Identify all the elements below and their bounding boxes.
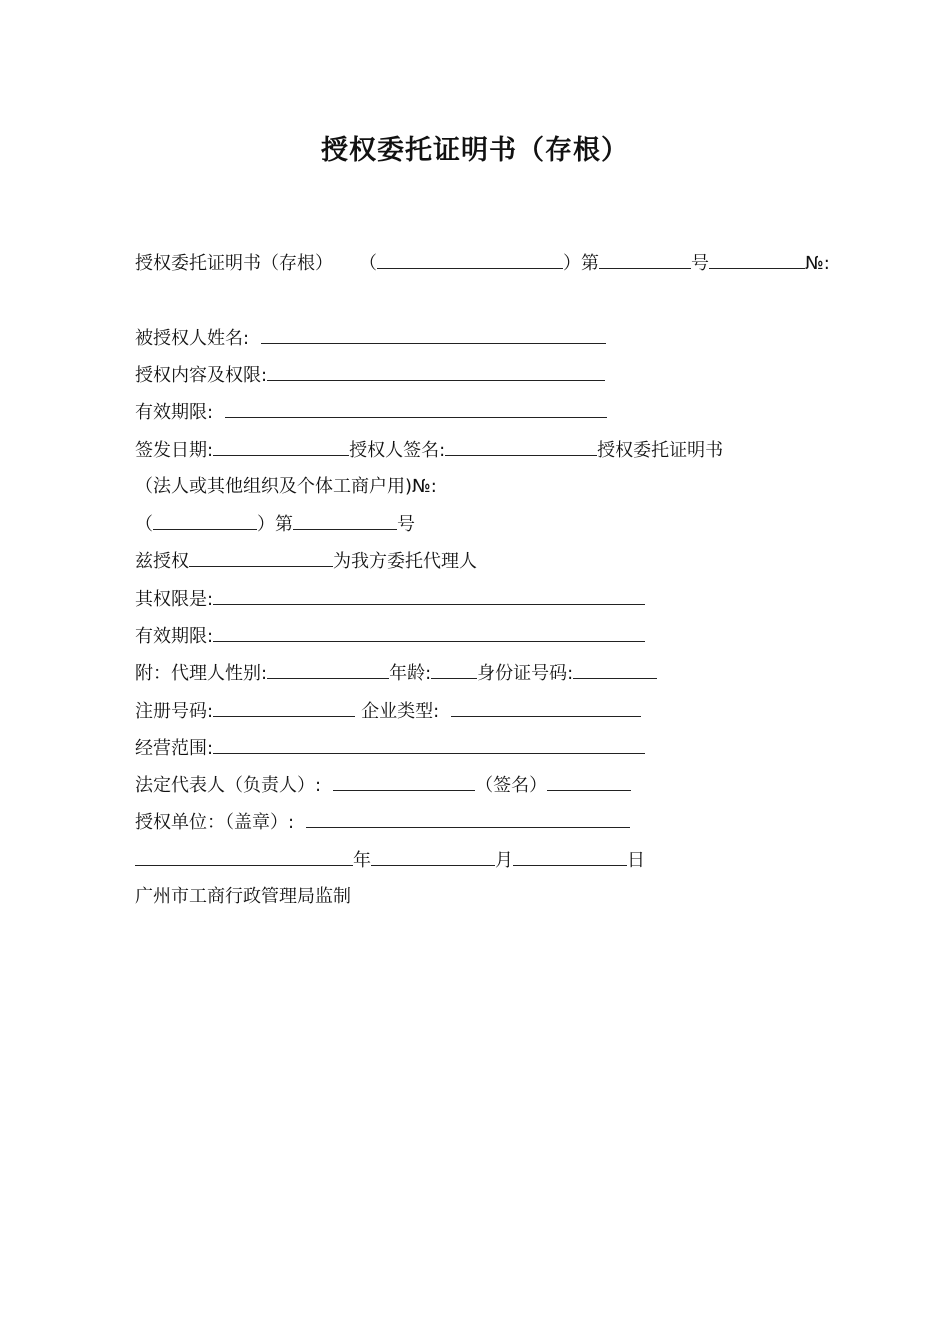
cert-paren-close: ）第 [257,514,293,535]
id-number-blank[interactable] [573,660,657,679]
unit-label: 授权单位：（盖章）: [135,812,295,833]
unit-blank[interactable] [306,809,630,828]
scope-blank[interactable] [267,362,605,381]
stub-paren-open: （ [359,253,377,274]
cert-subtitle-line [135,474,437,500]
cert-title-inline: 授权委托证明书 [597,440,724,461]
stub-serial-blank[interactable] [709,250,805,269]
cert-number-line [135,511,415,538]
registration-blank[interactable] [213,698,355,717]
day-label: 日 [627,850,645,871]
stub-hao: 号 [691,253,709,274]
age-blank[interactable] [431,660,477,679]
scope-line [135,362,605,389]
registration-label: 注册号码: [135,701,214,722]
cert-category-blank[interactable] [153,511,257,530]
agent-info-line [135,660,657,687]
grantee-name-label: 被授权人姓名: [135,328,250,349]
issue-date-line [135,437,723,464]
validity-line [135,623,645,650]
unit-line [135,809,630,836]
stub-number-blank[interactable] [599,250,691,269]
issue-date-blank[interactable] [213,437,349,456]
stub-validity-blank[interactable] [225,399,607,418]
gender-blank[interactable] [267,660,389,679]
document-title: 授权委托证明书（存根） [321,135,629,166]
authorization-prefix: 兹授权 [135,551,189,572]
validity-label: 有效期限: [135,626,214,647]
stub-no: №: [805,253,830,274]
scope-label: 授权内容及权限: [135,365,268,386]
grantor-signature-label: 授权人签名: [349,440,446,461]
date-line [135,847,645,874]
legal-rep-label: 法定代表人（负责人）: [135,775,322,796]
issue-date-label: 签发日期: [135,440,214,461]
date-lead-blank[interactable] [135,847,353,866]
stub-header-label: 授权委托证明书（存根） [135,253,333,274]
stub-category-blank[interactable] [377,250,563,269]
powers-blank[interactable] [213,586,645,605]
month-blank[interactable] [513,847,627,866]
footer-line [135,884,351,910]
age-label: 年龄: [389,663,432,684]
powers-line [135,586,645,613]
agent-name-blank[interactable] [189,548,333,567]
sign-label: （签名） [475,775,548,796]
year-blank[interactable] [371,847,495,866]
cert-number-blank[interactable] [293,511,397,530]
enterprise-type-blank[interactable] [451,698,641,717]
registration-line [135,698,641,725]
grantee-name-line [135,325,606,352]
stub-paren-close: ）第 [563,253,599,274]
powers-label: 其权限是: [135,589,214,610]
id-number-label: 身份证号码: [477,663,574,684]
cert-hao: 号 [397,514,415,535]
cert-subtitle: （法人或其他组织及个体工商户用)№: [135,476,437,497]
grantor-signature-blank[interactable] [445,437,597,456]
sign-blank[interactable] [547,772,631,791]
authorization-line [135,548,477,575]
cert-paren-open: （ [135,514,153,535]
month-label: 月 [495,850,513,871]
business-scope-line [135,735,645,762]
stub-validity-line [135,399,607,426]
enterprise-type-label: 企业类型: [361,701,440,722]
footer-text: 广州市工商行政管理局监制 [135,886,351,907]
grantee-name-blank[interactable] [261,325,606,344]
stub-header-line [135,250,830,277]
business-scope-label: 经营范围: [135,738,214,759]
year-label: 年 [353,850,371,871]
validity-blank[interactable] [213,623,645,642]
stub-validity-label: 有效期限: [135,402,214,423]
legal-rep-blank[interactable] [333,772,475,791]
legal-rep-line [135,772,631,799]
authorization-suffix: 为我方委托代理人 [333,551,477,572]
business-scope-blank[interactable] [213,735,645,754]
gender-label: 附：代理人性别: [135,663,268,684]
